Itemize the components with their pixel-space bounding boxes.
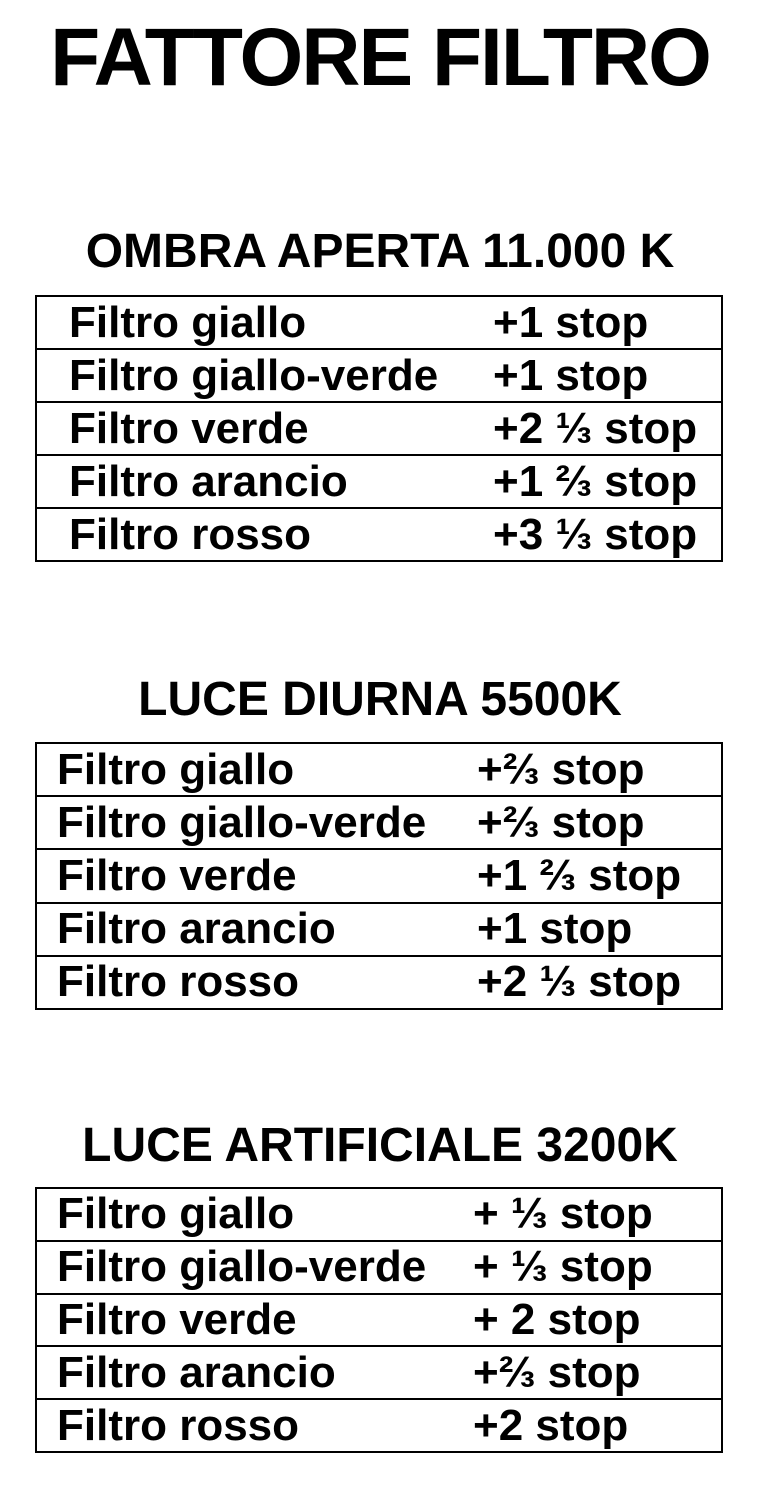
table-row (37, 1345, 721, 1398)
table-row (37, 1398, 721, 1451)
filter-name: Filtro giallo (69, 297, 307, 347)
filter-name: Filtro giallo (57, 1189, 295, 1239)
filter-name: Filtro verde (57, 851, 297, 900)
filter-name: Filtro arancio (69, 456, 348, 506)
table-row (37, 1189, 721, 1240)
filter-name: Filtro arancio (57, 904, 336, 954)
stop-value: +3 ⅓ stop (493, 509, 698, 559)
table-row (37, 401, 721, 454)
stop-value: +1 ⅔ stop (493, 456, 698, 506)
stop-value: +1 stop (493, 297, 649, 347)
stop-value: +1 stop (493, 350, 649, 400)
stop-value: + ⅓ stop (473, 1242, 653, 1292)
filter-name: Filtro rosso (57, 1400, 300, 1450)
table-row (37, 1293, 721, 1346)
table-row (37, 1240, 721, 1293)
table-row (37, 795, 721, 848)
stop-value: +1 stop (477, 904, 633, 954)
filter-table-ombra-aperta (35, 295, 723, 562)
table-row (37, 848, 721, 901)
stop-value: +⅔ stop (473, 1347, 641, 1397)
table-row (37, 902, 721, 955)
stop-value: +2 ⅓ stop (477, 957, 682, 1007)
table-row (37, 454, 721, 507)
stop-value: +1 ⅔ stop (477, 851, 682, 900)
stop-value: + 2 stop (473, 1294, 641, 1344)
filter-name: Filtro giallo (57, 744, 295, 794)
filter-name: Filtro giallo-verde (57, 1242, 427, 1292)
filter-table-luce-diurna (35, 742, 723, 1010)
stop-value: +2 ⅓ stop (493, 403, 698, 453)
table-row (37, 955, 721, 1008)
filter-name: Filtro rosso (57, 957, 300, 1007)
page-title: FATTORE FILTRO (50, 12, 710, 103)
filter-name: Filtro arancio (57, 1347, 336, 1397)
stop-value: +⅔ stop (477, 797, 645, 847)
stop-value: +⅔ stop (477, 744, 645, 794)
filter-name: Filtro rosso (69, 509, 312, 559)
stop-value: +2 stop (473, 1400, 629, 1450)
filter-name: Filtro verde (57, 1294, 297, 1344)
filter-name: Filtro giallo-verde (57, 797, 427, 847)
table-row (37, 744, 721, 795)
section-heading-luce-diurna: LUCE DIURNA 5500K (138, 673, 622, 726)
section-heading-ombra-aperta: OMBRA APERTA 11.000 K (85, 225, 675, 278)
table-row (37, 507, 721, 560)
filter-name: Filtro verde (69, 403, 309, 453)
table-row (37, 348, 721, 401)
table-row (37, 297, 721, 348)
section-heading-luce-artificiale: LUCE ARTIFICIALE 3200K (82, 1119, 678, 1172)
stop-value: + ⅓ stop (473, 1189, 653, 1239)
filter-name: Filtro giallo-verde (69, 350, 439, 400)
filter-table-luce-artificiale (35, 1187, 723, 1453)
